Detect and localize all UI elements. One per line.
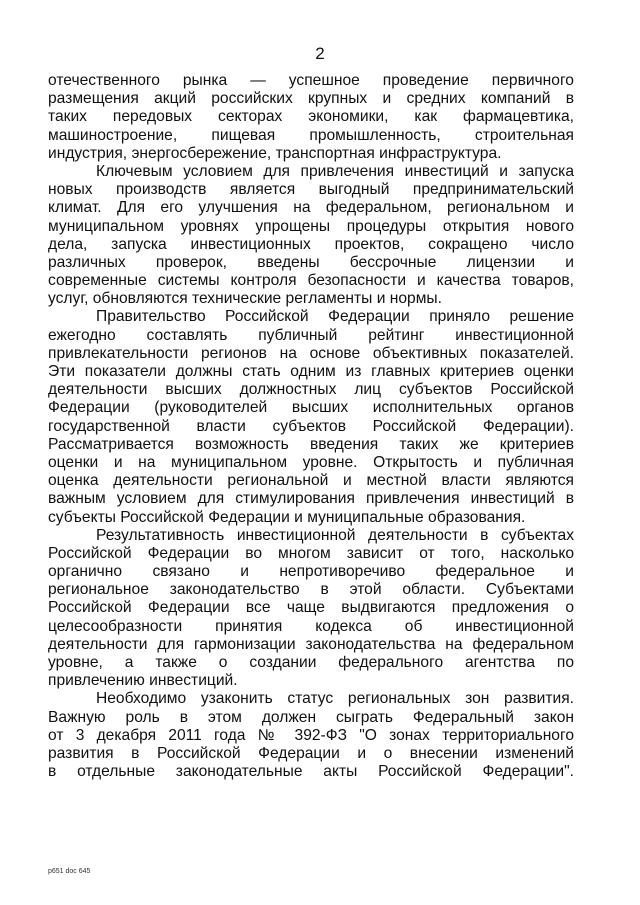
text-line: привлекательности регионов на основе объективных показателей. xyxy=(48,344,574,362)
text-line: услуг, обновляются технические регламенты и нормы. xyxy=(48,290,442,308)
text-line: отечественного рынка — успешное проведение первичного xyxy=(48,72,574,89)
text-line: Правительство Российской Федерации приняло решение xyxy=(96,308,574,326)
text-line: государственной власти субъектов Российской Федерации). xyxy=(48,417,574,435)
text-line: таких передовых секторах экономики, как фармацевтика, xyxy=(48,108,574,126)
text-line: климат. Для его улучшения на федеральном, региональном и xyxy=(48,199,574,217)
footer-file-code: p651 doc 645 xyxy=(48,868,91,875)
body-text xyxy=(48,72,574,781)
text-line: Федерации (руководителей высших исполнительных органов xyxy=(48,399,574,417)
text-line: дела, запуска инвестиционных проектов, сокращено число xyxy=(48,235,574,253)
text-line: Важную роль в этом должен сыграть Федеральный закон xyxy=(48,708,574,726)
text-line: новых производств является выгодный предпринимательский xyxy=(48,181,574,199)
page-number: 2 xyxy=(315,44,325,63)
text-line: ежегодно составлять публичный рейтинг инвестиционной xyxy=(48,326,574,344)
text-line: Эти показатели должны стать одним из главных критериев оценки xyxy=(48,363,574,380)
text-line: региональное законодательство в этой области. Субъектами xyxy=(48,581,574,599)
text-line: важным условием для стимулирования привлечения инвестиций в xyxy=(48,490,574,508)
text-line: оценка деятельности региональной и местной власти являются xyxy=(48,472,574,490)
text-line: Российской Федерации во многом зависит от того, насколько xyxy=(48,544,574,562)
text-line: муниципальном уровнях упрощены процедуры открытия нового xyxy=(48,217,574,235)
text-line: целесообразности принятия кодекса об инвестиционной xyxy=(48,617,574,635)
text-line: деятельности высших должностных лиц субъектов Российской xyxy=(48,381,574,399)
text-line: современные системы контроля безопасности и качества товаров, xyxy=(48,272,574,290)
text-line: привлечению инвестиций. xyxy=(48,672,238,690)
text-line: от 3 декабря 2011 года № 392-ФЗ "О зонах территориального xyxy=(48,726,574,744)
text-line: развития в Российской Федерации и о внесении изменений xyxy=(48,744,574,762)
text-line: Российской Федерации все чаще выдвигаются предложения о xyxy=(48,599,574,617)
text-line: Необходимо узаконить статус региональных зон развития. xyxy=(96,690,574,708)
text-line: различных проверок, введены бессрочные лицензии и xyxy=(48,253,574,271)
text-line: уровне, а также о создании федерального агентства по xyxy=(48,654,574,671)
text-line: Результативность инвестиционной деятельности в субъектах xyxy=(96,526,574,544)
text-line: деятельности для гармонизации законодательства на федеральном xyxy=(48,635,574,653)
text-line: Рассматривается возможность введения таких же критериев xyxy=(48,435,574,453)
text-line: субъекты Российской Федерации и муниципальные образования. xyxy=(48,508,526,526)
text-line: индустрия, энергосбережение, транспортная инфраструктура. xyxy=(48,144,502,162)
text-line: размещения акций российских крупных и средних компаний в xyxy=(48,90,574,108)
text-line: Ключевым условием для привлечения инвестиций и запуска xyxy=(96,162,574,180)
text-line: оценки и на муниципальном уровне. Открытость и публичная xyxy=(48,453,574,471)
text-line: органично связано и непротиворечиво федеральное и xyxy=(48,563,574,581)
text-line: в отдельные законодательные акты Российской Федерации". xyxy=(48,763,574,781)
text-line: машиностроение, пищевая промышленность, строительная xyxy=(48,126,574,144)
